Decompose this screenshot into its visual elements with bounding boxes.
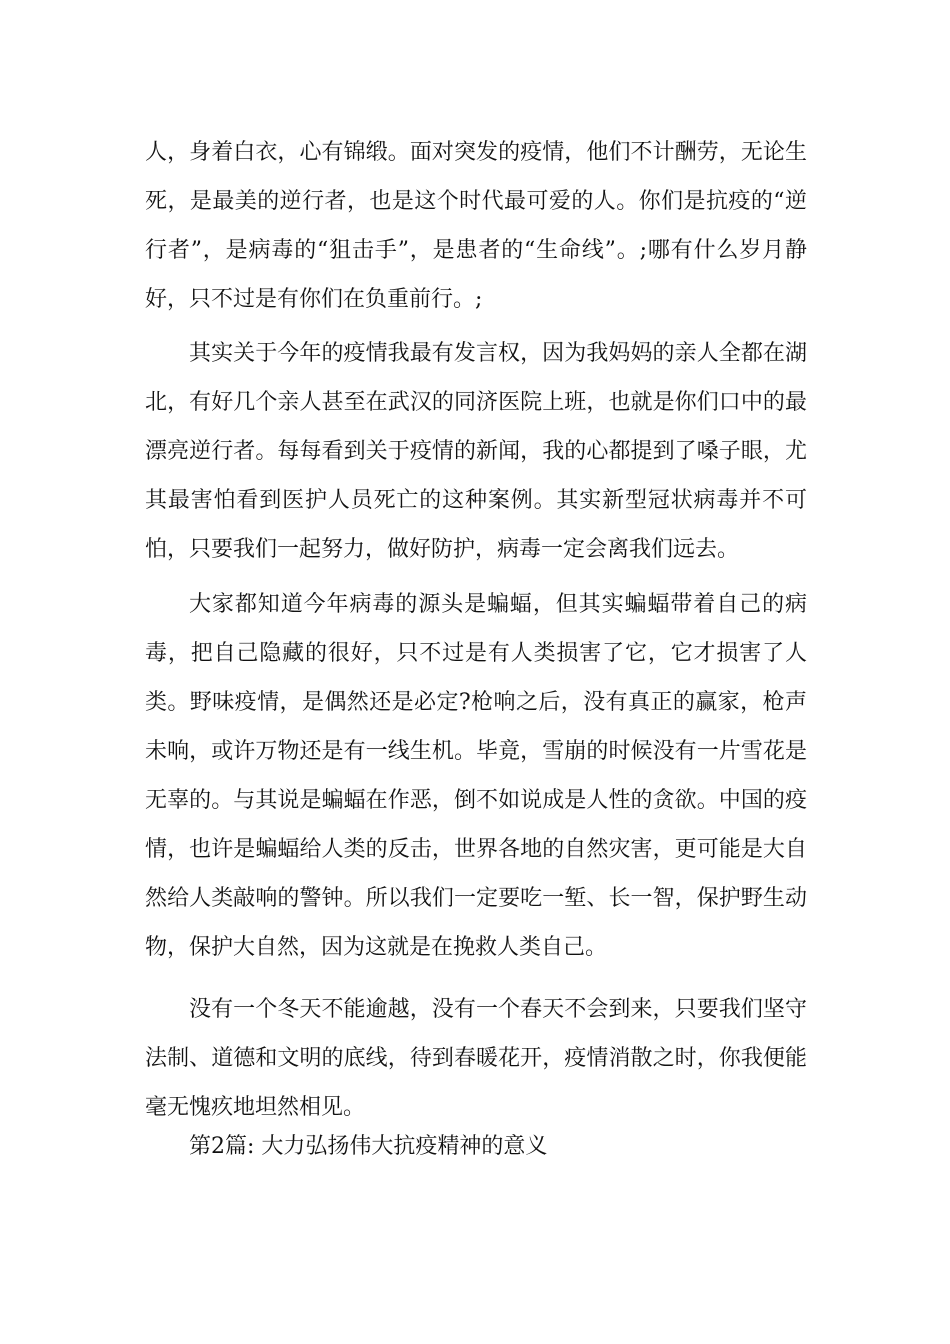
paragraph [145,580,807,972]
paragraph [145,329,807,574]
paragraph-text: 人，身着白衣，心有锦缎。面对突发的疫情，他们不计酬劳，无论生死，是最美的逆行者，也是这个时代最可爱的人。你们是抗疫的“逆行者”，是病毒的“狙击手”，是患者的“生命线”。;哪有什么岁月静好，只不过是有你们在负重前行。; [145,140,807,312]
paragraph-text: 其实关于今年的疫情我最有发言权，因为我妈妈的亲人全都在湖北，有好几个亲人甚至在武汉的同济医院上班，也就是你们口中的最漂亮逆行者。每每看到关于疫情的新闻，我的心都提到了嗓子眼，尤其最害怕看到医护人员死亡的这种案例。其实新型冠状病毒并不可怕，只要我们一起努力，做好防护，病毒一定会离我们远去。 [145,341,807,562]
section-heading [145,1122,807,1171]
section-heading-text: 第2篇: 大力弘扬伟大抗疫精神的意义 [189,1134,548,1159]
paragraph-text: 没有一个冬天不能逾越，没有一个春天不会到来，只要我们坚守法制、道德和文明的底线，待到春暖花开，疫情消散之时，你我便能毫无愧疚地坦然相见。 [145,997,807,1120]
paragraph-text: 大家都知道今年病毒的源头是蝙蝠，但其实蝙蝠带着自己的病毒，把自己隐藏的很好，只不过是有人类损害了它，它才损害了人类。野味疫情，是偶然还是必定?枪响之后，没有真正的赢家，枪声未响，或许万物还是有一线生机。毕竟，雪崩的时候没有一片雪花是无辜的。与其说是蝙蝠在作恶，倒不如说成是人性的贪欲。中国的疫情，也许是蝙蝠给人类的反击，世界各地的自然灾害，更可能是大自然给人类敲响的警钟。所以我们一定要吃一堑、长一智，保护野生动物，保护大自然，因为这就是在挽救人类自己。 [145,592,807,960]
paragraph-continued [145,128,807,324]
paragraph [145,985,807,1132]
